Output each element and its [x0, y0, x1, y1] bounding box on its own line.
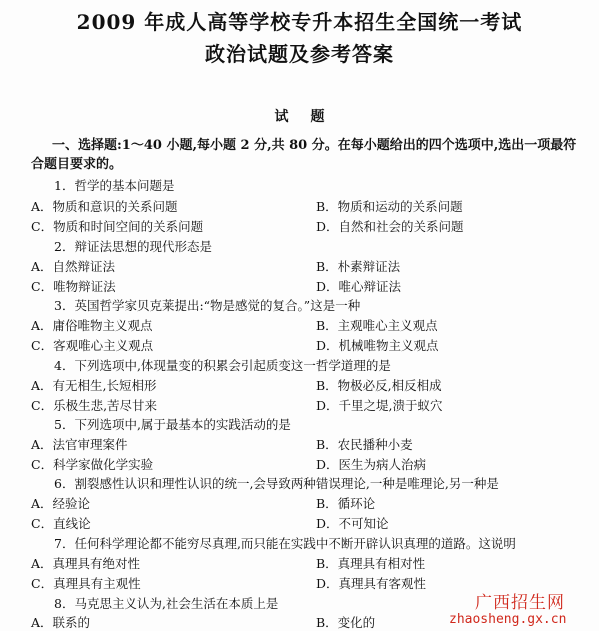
question-stem: 8．马克思主义认为,社会生活在本质上是 — [54, 596, 279, 611]
option-a: A．自然辩证法 — [31, 259, 116, 274]
watermark-url: zhaosheng.gx.cn — [449, 612, 567, 627]
instruction-line-1: 一、选择题:1～40 小题,每小题 2 分,共 80 分。在每小题给出的四个选项中,选出一项最符 — [52, 138, 577, 153]
option-c: C．乐极生悲,苦尽甘来 — [31, 398, 158, 413]
option-d: D．千里之堤,溃于蚁穴 — [316, 398, 443, 413]
option-a: A．庸俗唯物主义观点 — [31, 318, 153, 333]
option-a: A．联系的 — [31, 615, 91, 630]
question-stem: 3．英国哲学家贝克莱提出:“物是感觉的复合。”这是一种 — [54, 298, 361, 313]
option-d: D．不可知论 — [316, 516, 389, 531]
question-stem: 2．辩证法思想的现代形态是 — [54, 239, 212, 254]
option-d: D．真理具有客观性 — [316, 576, 427, 591]
section-heading: 试题 — [274, 109, 347, 125]
option-a: A．物质和意识的关系问题 — [31, 199, 178, 214]
option-d: D．自然和社会的关系问题 — [316, 219, 464, 234]
instruction-line-2: 合题目要求的。 — [31, 157, 123, 172]
option-b: B．主观唯心主义观点 — [316, 318, 438, 333]
exam-title: 2009 年成人高等学校专升本招生全国统一考试 — [76, 10, 523, 34]
option-b: B．真理具有相对性 — [316, 556, 426, 571]
watermark-site-name: 广西招生网 — [475, 593, 565, 613]
option-d: D．机械唯物主义观点 — [316, 338, 439, 353]
question-stem: 5．下列选项中,属于最基本的实践活动的是 — [54, 417, 291, 432]
option-b: B．农民播种小麦 — [316, 437, 413, 452]
option-c: C．客观唯心主义观点 — [31, 338, 154, 353]
option-d: D．唯心辩证法 — [316, 279, 402, 294]
option-c: C．直线论 — [31, 516, 91, 531]
question-stem: 7．任何科学理论都不能穷尽真理,而只能在实践中不断开辟认识真理的道路。这说明 — [54, 536, 516, 551]
option-a: A．经验论 — [31, 496, 91, 511]
option-d: D．医生为病人治病 — [316, 457, 427, 472]
option-b: B．朴素辩证法 — [316, 259, 401, 274]
option-c: C．真理具有主观性 — [31, 576, 141, 591]
option-b: B．变化的 — [316, 615, 376, 630]
option-a: A．真理具有绝对性 — [31, 556, 141, 571]
option-a: A．法官审理案件 — [31, 437, 128, 452]
option-b: B．物极必反,相反相成 — [316, 378, 442, 393]
option-b: B．循环论 — [316, 496, 376, 511]
option-c: C．唯物辩证法 — [31, 279, 116, 294]
question-stem: 4．下列选项中,体现量变的积累会引起质变这一哲学道理的是 — [54, 358, 391, 373]
option-c: C．物质和时间空间的关系问题 — [31, 219, 204, 234]
option-c: C．科学家做化学实验 — [31, 457, 154, 472]
question-stem: 6．割裂感性认识和理性认识的统一,会导致两种错误理论,一种是唯理论,另一种是 — [54, 476, 499, 491]
exam-subtitle: 政治试题及参考答案 — [205, 42, 394, 66]
option-a: A．有无相生,长短相形 — [31, 378, 157, 393]
option-b: B．物质和运动的关系问题 — [316, 199, 463, 214]
question-stem: 1．哲学的基本问题是 — [54, 178, 175, 193]
